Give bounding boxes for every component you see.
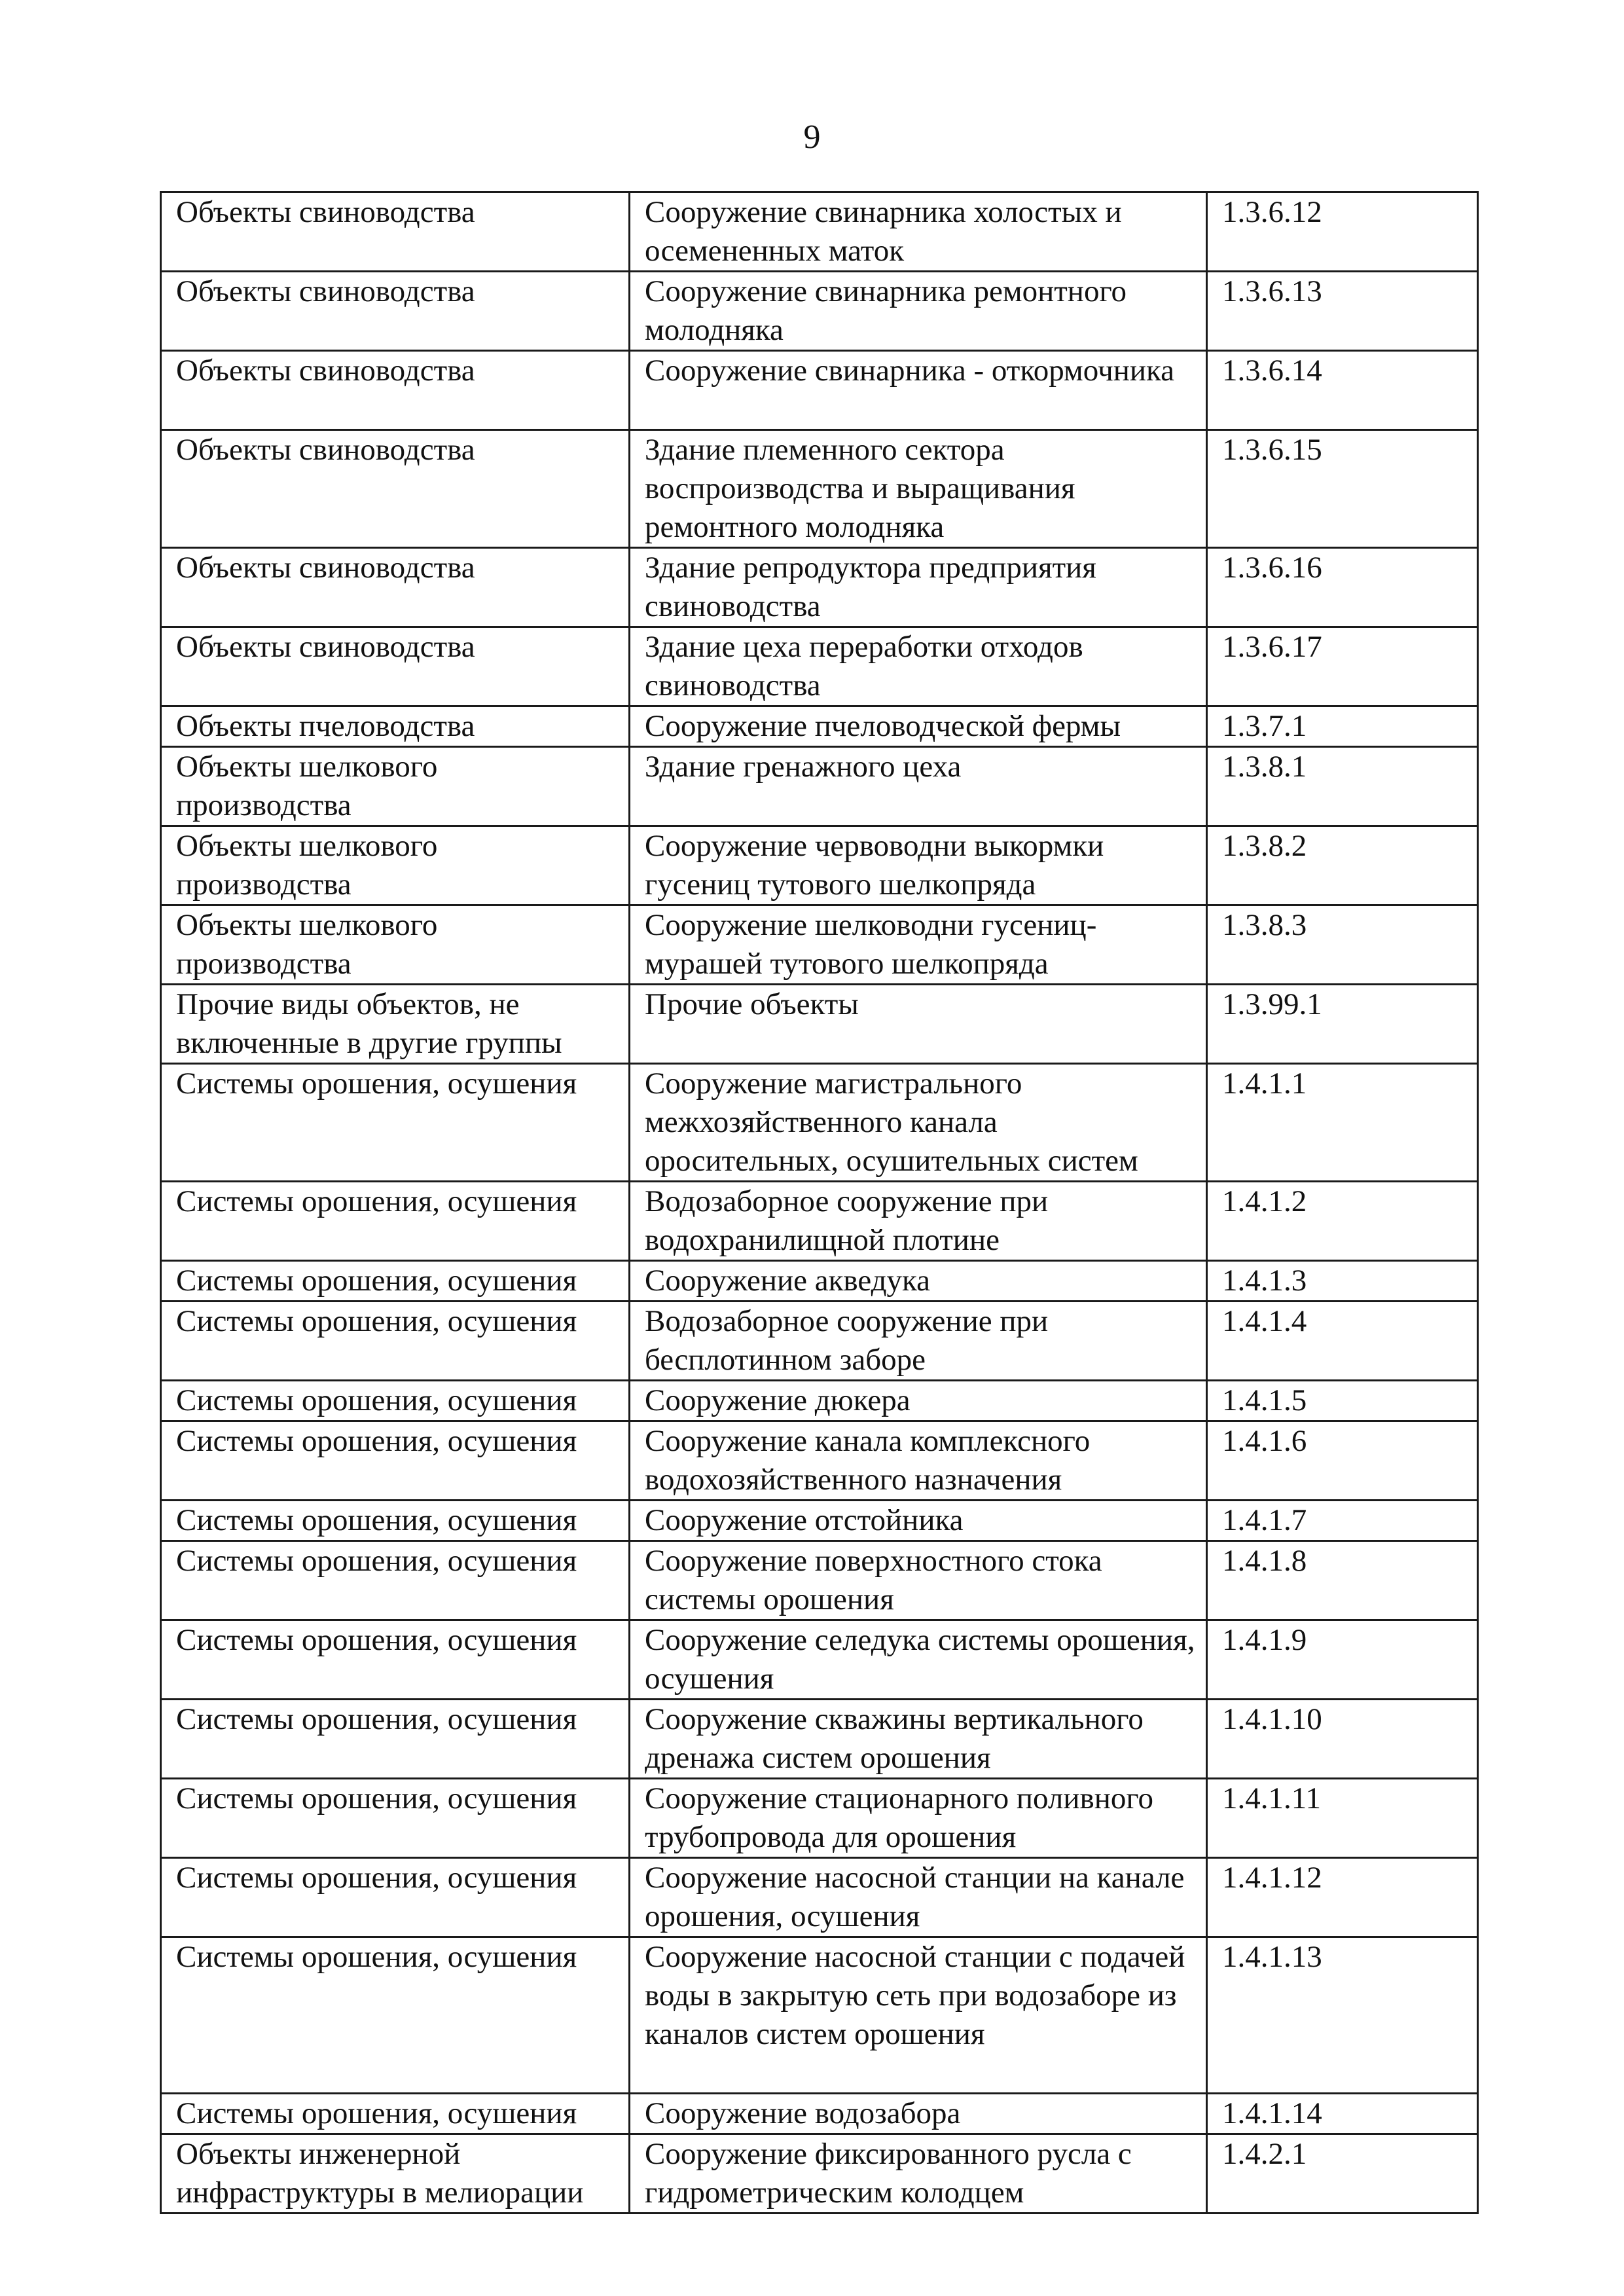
category-cell: Системы орошения, осушения (161, 2094, 630, 2134)
code-cell: 1.4.1.6 (1207, 1421, 1478, 1501)
category-cell: Объекты свиноводства (161, 627, 630, 706)
code-cell: 1.4.1.11 (1207, 1779, 1478, 1858)
code-cell: 1.4.1.8 (1207, 1541, 1478, 1620)
code-cell: 1.4.1.10 (1207, 1700, 1478, 1779)
category-cell: Системы орошения, осушения (161, 1064, 630, 1182)
object-name-cell: Прочие объекты (630, 985, 1207, 1064)
category-cell: Системы орошения, осушения (161, 1182, 630, 1261)
object-name-cell: Сооружение поверхностного стока системы орошения (630, 1541, 1207, 1620)
code-cell: 1.4.1.14 (1207, 2094, 1478, 2134)
object-name-cell: Сооружение селедука системы орошения, осушения (630, 1620, 1207, 1700)
category-cell: Объекты шелкового производства (161, 826, 630, 905)
table-row (161, 1421, 1478, 1501)
object-name-cell: Водозаборное сооружение при водохранилищной плотине (630, 1182, 1207, 1261)
object-name-cell: Сооружение отстойника (630, 1501, 1207, 1541)
table-row (161, 1501, 1478, 1541)
code-cell: 1.3.8.3 (1207, 905, 1478, 985)
code-cell: 1.3.8.1 (1207, 747, 1478, 826)
category-cell: Объекты свиноводства (161, 548, 630, 627)
category-cell: Системы орошения, осушения (161, 1937, 630, 2094)
table-row (161, 430, 1478, 548)
object-name-cell: Сооружение насосной станции на канале орошения, осушения (630, 1858, 1207, 1937)
object-name-cell: Сооружение червоводни выкормки гусениц тутового шелкопряда (630, 826, 1207, 905)
page-number: 9 (803, 118, 821, 156)
object-name-cell: Сооружение насосной станции с подачей воды в закрытую сеть при водозаборе из каналов систем орошения (630, 1937, 1207, 2094)
table-row (161, 1858, 1478, 1937)
code-cell: 1.4.1.12 (1207, 1858, 1478, 1937)
object-name-cell: Сооружение фиксированного русла с гидрометрическим колодцем (630, 2134, 1207, 2214)
category-cell: Системы орошения, осушения (161, 1779, 630, 1858)
object-name-cell: Сооружение дюкера (630, 1381, 1207, 1421)
object-name-cell: Сооружение пчеловодческой фермы (630, 706, 1207, 747)
object-name-cell: Сооружение скважины вертикального дренажа систем орошения (630, 1700, 1207, 1779)
code-cell: 1.4.1.2 (1207, 1182, 1478, 1261)
table-row (161, 1700, 1478, 1779)
table-row (161, 351, 1478, 430)
code-cell: 1.4.1.5 (1207, 1381, 1478, 1421)
code-cell: 1.3.6.12 (1207, 192, 1478, 272)
category-cell: Системы орошения, осушения (161, 1700, 630, 1779)
code-cell: 1.3.6.16 (1207, 548, 1478, 627)
category-cell: Объекты инженерной инфраструктуры в мелиорации (161, 2134, 630, 2214)
table-row (161, 706, 1478, 747)
table-row (161, 1261, 1478, 1302)
table-row (161, 2094, 1478, 2134)
category-cell: Объекты шелкового производства (161, 747, 630, 826)
category-cell: Объекты свиноводства (161, 272, 630, 351)
classification-table (160, 191, 1479, 2214)
category-cell: Системы орошения, осушения (161, 1302, 630, 1381)
table-row (161, 1541, 1478, 1620)
code-cell: 1.3.6.14 (1207, 351, 1478, 430)
code-cell: 1.3.6.15 (1207, 430, 1478, 548)
table-row (161, 1182, 1478, 1261)
category-cell: Прочие виды объектов, не включенные в другие группы (161, 985, 630, 1064)
table-row (161, 905, 1478, 985)
table-row (161, 1381, 1478, 1421)
object-name-cell: Здание гренажного цеха (630, 747, 1207, 826)
table-row (161, 1779, 1478, 1858)
code-cell: 1.4.1.9 (1207, 1620, 1478, 1700)
table-row (161, 2134, 1478, 2214)
category-cell: Системы орошения, осушения (161, 1541, 630, 1620)
category-cell: Системы орошения, осушения (161, 1381, 630, 1421)
code-cell: 1.4.1.1 (1207, 1064, 1478, 1182)
code-cell: 1.3.6.17 (1207, 627, 1478, 706)
category-cell: Объекты свиноводства (161, 430, 630, 548)
table-row (161, 826, 1478, 905)
category-cell: Объекты свиноводства (161, 192, 630, 272)
code-cell: 1.4.1.7 (1207, 1501, 1478, 1541)
object-name-cell: Сооружение акведука (630, 1261, 1207, 1302)
table-row (161, 1302, 1478, 1381)
table-row (161, 272, 1478, 351)
code-cell: 1.3.7.1 (1207, 706, 1478, 747)
table-row (161, 192, 1478, 272)
category-cell: Системы орошения, осушения (161, 1421, 630, 1501)
object-name-cell: Сооружение шелководни гусениц-мурашей тутового шелкопряда (630, 905, 1207, 985)
category-cell: Объекты пчеловодства (161, 706, 630, 747)
table-row (161, 627, 1478, 706)
category-cell: Системы орошения, осушения (161, 1501, 630, 1541)
code-cell: 1.3.6.13 (1207, 272, 1478, 351)
code-cell: 1.3.99.1 (1207, 985, 1478, 1064)
table-row (161, 747, 1478, 826)
table-row (161, 1064, 1478, 1182)
code-cell: 1.4.2.1 (1207, 2134, 1478, 2214)
object-name-cell: Сооружение стационарного поливного трубопровода для орошения (630, 1779, 1207, 1858)
object-name-cell: Здание репродуктора предприятия свиноводства (630, 548, 1207, 627)
table-row (161, 548, 1478, 627)
table-row (161, 985, 1478, 1064)
code-cell: 1.3.8.2 (1207, 826, 1478, 905)
object-name-cell: Здание племенного сектора воспроизводства и выращивания ремонтного молодняка (630, 430, 1207, 548)
category-cell: Системы орошения, осушения (161, 1261, 630, 1302)
object-name-cell: Здание цеха переработки отходов свиноводства (630, 627, 1207, 706)
code-cell: 1.4.1.3 (1207, 1261, 1478, 1302)
object-name-cell: Сооружение свинарника холостых и осемененных маток (630, 192, 1207, 272)
object-name-cell: Сооружение водозабора (630, 2094, 1207, 2134)
table-row (161, 1937, 1478, 2094)
code-cell: 1.4.1.4 (1207, 1302, 1478, 1381)
object-name-cell: Сооружение магистрального межхозяйственного канала оросительных, осушительных систем (630, 1064, 1207, 1182)
category-cell: Системы орошения, осушения (161, 1858, 630, 1937)
object-name-cell: Сооружение свинарника ремонтного молодняка (630, 272, 1207, 351)
category-cell: Объекты свиноводства (161, 351, 630, 430)
table-row (161, 1620, 1478, 1700)
code-cell: 1.4.1.13 (1207, 1937, 1478, 2094)
object-name-cell: Водозаборное сооружение при бесплотинном заборе (630, 1302, 1207, 1381)
object-name-cell: Сооружение свинарника - откормочника (630, 351, 1207, 430)
category-cell: Объекты шелкового производства (161, 905, 630, 985)
category-cell: Системы орошения, осушения (161, 1620, 630, 1700)
object-name-cell: Сооружение канала комплексного водохозяйственного назначения (630, 1421, 1207, 1501)
